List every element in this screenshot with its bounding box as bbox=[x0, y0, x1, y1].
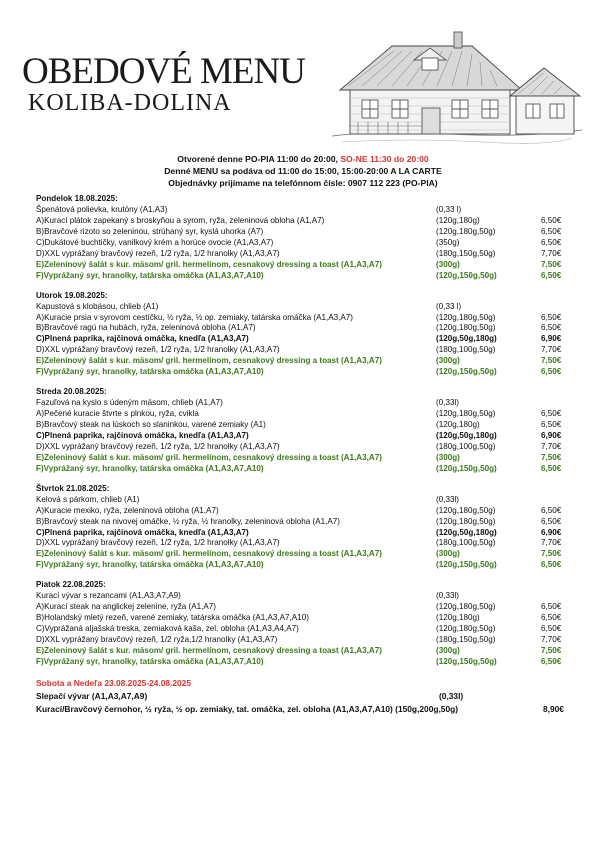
menu-item-row bbox=[36, 238, 576, 249]
dish-price: 6,50€ bbox=[541, 409, 562, 419]
day-title: Piatok 22.08.2025: bbox=[36, 580, 106, 590]
dish-portion: (180g,150g,50g) bbox=[436, 248, 496, 258]
weekend-title: Sobota a Nedeľa 23.08.2025-24.08.2025 bbox=[36, 677, 192, 688]
soup-row bbox=[36, 591, 576, 602]
dish-price: 6,50€ bbox=[541, 420, 562, 429]
menu-item-row bbox=[36, 453, 576, 464]
menu-item-row bbox=[36, 506, 576, 517]
dish-description: F)Vyprážaný syr, hranolky, tatárska omáčka (A1,A3,A7,A10) bbox=[36, 270, 264, 280]
dish-description: C)Plnená paprika, rajčinová omáčka, knedľa (A1,A3,A7) bbox=[36, 334, 249, 344]
dish-description: F)Vyprážaný syr, hranolky, tatárska omáčka (A1,A3,A7,A10) bbox=[36, 656, 264, 666]
menu-title: OBEDOVÉ MENU bbox=[22, 51, 305, 92]
dish-portion: (120g,180g,50g) bbox=[436, 409, 496, 419]
dish-description: E)Zeleninový šalát s kur. mäsom/ gril. hermelínom, cesnakový dressing a toast (A1,A3,A7) bbox=[36, 549, 382, 559]
dish-description: B)Bravčové ragú na hubách, ryža, zeleninová obloha (A1,A7) bbox=[36, 323, 256, 333]
dish-price: 6,90€ bbox=[541, 334, 562, 344]
dish-price: 7,50€ bbox=[541, 645, 562, 655]
menu-item-row bbox=[36, 528, 576, 539]
menu-item-row bbox=[36, 560, 576, 571]
dish-portion: (120g,50g,180g) bbox=[436, 334, 497, 344]
menu-item-row bbox=[36, 646, 576, 657]
dish-description: A)Kuracie mexiko, ryža, zeleninová obloha (A1,A7) bbox=[36, 505, 219, 515]
dish-description: Špenátová polievka, krutóny (A1,A3) bbox=[36, 205, 168, 214]
dish-portion: (350g) bbox=[436, 237, 460, 247]
dish-portion: (120g,150g,50g) bbox=[436, 463, 497, 473]
dish-price: 7,70€ bbox=[541, 635, 562, 644]
dish-description: A)Kuracie prsia v syrovom cestíčku, ½ ryža, ½ op. zemiaky, tatárska omáčka (A1,A3,A7) bbox=[36, 312, 353, 322]
menu-item-row bbox=[36, 227, 576, 238]
dish-price: 6,90€ bbox=[541, 527, 562, 537]
menu-item-row bbox=[36, 367, 576, 378]
dish-description: B)Bravčový steak na lúskoch so slaninkou, varené zemiaky (A1) bbox=[36, 420, 266, 429]
weekend-main-row bbox=[36, 703, 576, 717]
day-section bbox=[36, 579, 576, 668]
dish-portion: (180g,100g,50g) bbox=[436, 345, 496, 355]
menu-item-row bbox=[36, 613, 576, 624]
dish-description: F)Vyprážaný syr, hranolky, tatárska omáčka (A1,A3,A7,A10) bbox=[36, 463, 264, 473]
dish-price: 7,70€ bbox=[541, 248, 562, 258]
menu-item-row bbox=[36, 260, 576, 271]
dish-description: D)XXL vyprážaný bravčový rezeň, 1/2 ryža, 1/2 hranolky (A1,A3,A7) bbox=[36, 441, 280, 451]
dish-description: C)Dukátové buchtičky, vanilkový krém a horúce ovocie (A1,A3,A7) bbox=[36, 237, 274, 247]
menu-item-row bbox=[36, 271, 576, 282]
menu-item-row bbox=[36, 345, 576, 356]
dish-description: D)XXL vyprážaný bravčový rezeň, 1/2 ryža, 1/2 hranolky (A1,A3,A7) bbox=[36, 345, 280, 355]
dish-portion: (300g) bbox=[436, 645, 460, 655]
dish-description: B)Bravčové rizoto so zeleninou, strúhaný syr, kyslá uhorka (A7) bbox=[36, 226, 264, 236]
dish-description: Fazuľová na kyslo s údeným mäsom, chlieb (A1,A7) bbox=[36, 398, 223, 408]
dish-price: 7,70€ bbox=[541, 441, 562, 451]
chalet-sketch-illustration bbox=[322, 18, 587, 148]
day-section bbox=[36, 193, 576, 282]
dish-price: 7,50€ bbox=[541, 356, 562, 366]
weekly-menu bbox=[36, 193, 576, 717]
weekend-section bbox=[36, 676, 576, 717]
dish-description: F)Vyprážaný syr, hranolky, tatárska omáčka (A1,A3,A7,A10) bbox=[36, 367, 264, 377]
menu-item-row bbox=[36, 635, 576, 646]
dish-portion: (300g) bbox=[436, 549, 460, 559]
menu-item-row bbox=[36, 216, 576, 227]
dish-price: 6,50€ bbox=[541, 624, 562, 634]
dish-description: A)Pečené kuracie štvrte s plnkou, ryža, cvikla bbox=[36, 409, 199, 419]
dish-price: 6,90€ bbox=[541, 430, 562, 440]
weekend-hours: SO-NE 11:30 do 20:00 bbox=[340, 154, 429, 164]
dish-portion: (120g,180g,50g) bbox=[436, 226, 496, 236]
dish-portion: (0,33 l) bbox=[436, 205, 462, 214]
menu-item-row bbox=[36, 356, 576, 367]
dish-description: A)Kurací plátok zapekaný s broskyňou a syrom, ryža, zeleninová obloha (A1,A7) bbox=[36, 215, 325, 225]
dish-portion: (120g,180g) bbox=[436, 215, 480, 225]
dish-description: C)Plnená paprika, rajčinová omáčka, knedľa (A1,A3,A7) bbox=[36, 430, 249, 440]
dish-portion: (120g,180g,50g) bbox=[436, 602, 496, 612]
dish-price: 7,50€ bbox=[541, 452, 562, 462]
menu-item-row bbox=[36, 657, 576, 668]
dish-portion: (120g,50g,180g) bbox=[436, 430, 497, 440]
dish-description: Kurací/Bravčový černohor, ½ ryža, ½ op. zemiaky, tat. omáčka, zel. obloha (A1,A3,A7,A10) (150g,200g,50g) bbox=[36, 704, 459, 715]
dish-price: 7,50€ bbox=[541, 549, 562, 559]
dish-price: 6,50€ bbox=[541, 237, 562, 247]
menu-item-row bbox=[36, 431, 576, 442]
dish-price: 6,50€ bbox=[541, 516, 562, 526]
dish-portion: (120g,50g,180g) bbox=[436, 527, 497, 537]
menu-item-row bbox=[36, 249, 576, 260]
day-section bbox=[36, 483, 576, 572]
dish-price: 6,50€ bbox=[541, 312, 562, 322]
menu-header bbox=[0, 0, 606, 150]
menu-item-row bbox=[36, 538, 576, 549]
day-title: Streda 20.08.2025: bbox=[36, 387, 107, 397]
dish-price: 6,50€ bbox=[541, 367, 562, 377]
menu-item-row bbox=[36, 409, 576, 420]
dish-price: 6,50€ bbox=[541, 560, 562, 570]
dish-portion: (120g,180g,50g) bbox=[436, 505, 496, 515]
dish-portion: (180g,100g,50g) bbox=[436, 538, 496, 548]
soup-row bbox=[36, 302, 576, 313]
dish-description: B)Bravčový steak na nivovej omáčke, ½ ryža, ½ hranolky, zeleninová obloha (A1,A7) bbox=[36, 516, 340, 526]
dish-price: 7,70€ bbox=[541, 538, 562, 548]
dish-portion: (300g) bbox=[436, 452, 460, 462]
dish-description: E)Zeleninový šalát s kur. mäsom/ gril. hermelínom, cesnakový dressing a toast (A1,A3,A7) bbox=[36, 645, 382, 655]
restaurant-name: KOLIBA-DOLINA bbox=[28, 90, 232, 116]
dish-portion: (120g,180g) bbox=[436, 420, 480, 429]
opening-hours-line bbox=[0, 154, 606, 166]
dish-portion: (120g,180g) bbox=[436, 613, 480, 623]
menu-item-row bbox=[36, 549, 576, 560]
dish-description: E)Zeleninový šalát s kur. mäsom/ gril. hermelínom, cesnakový dressing a toast (A1,A3,A7) bbox=[36, 259, 382, 269]
menu-item-row bbox=[36, 464, 576, 475]
dish-price: 6,50€ bbox=[541, 602, 562, 612]
menu-item-row bbox=[36, 517, 576, 528]
menu-item-row bbox=[36, 313, 576, 324]
dish-description: Kurací vývar s rezancami (A1,A3,A7,A9) bbox=[36, 591, 181, 601]
dish-description: Kelová s párkom, chlieb (A1) bbox=[36, 494, 140, 504]
dish-portion: (120g,180g,50g) bbox=[436, 624, 496, 634]
dish-portion: (180g,150g,50g) bbox=[436, 635, 496, 644]
dish-portion: (120g,150g,50g) bbox=[436, 656, 497, 666]
dish-description: Kapustová s klobásou, chlieb (A1) bbox=[36, 301, 159, 311]
day-section bbox=[36, 290, 576, 379]
weekday-hours: Otvorené denne PO-PIA 11:00 do 20:00, bbox=[177, 154, 341, 164]
dish-portion: (0,33l) bbox=[436, 398, 459, 408]
weekend-soup-row bbox=[36, 690, 576, 704]
dish-description: D)XXL vyprážaný bravčový rezeň, 1/2 ryža, 1/2 hranolky (A1,A3,A7) bbox=[36, 248, 280, 258]
dish-description: F)Vyprážaný syr, hranolky, tatárska omáčka (A1,A3,A7,A10) bbox=[36, 560, 264, 570]
daily-menu-hours: Denné MENU sa podáva od 11:00 do 15:00, 15:00-20:00 A LA CARTE bbox=[164, 165, 442, 176]
dish-portion: (0,33l) bbox=[436, 591, 459, 601]
dish-description: D)XXL vyprážaný bravčový rezeň, 1/2 ryža,1/2 hranolky (A1,A3,A7) bbox=[36, 635, 278, 644]
dish-description: Slepačí vývar (A1,A3,A7,A9) bbox=[36, 690, 148, 701]
dish-description: E)Zeleninový šalát s kur. mäsom/ gril. hermelínom, cesnakový dressing a toast (A1,A3,A7) bbox=[36, 452, 382, 462]
day-title: Štvrtok 21.08.2025: bbox=[36, 483, 110, 493]
dish-price: 7,50€ bbox=[541, 259, 562, 269]
dish-price: 8,90€ bbox=[543, 704, 564, 715]
day-section bbox=[36, 386, 576, 475]
dish-portion: (300g) bbox=[436, 259, 460, 269]
soup-row bbox=[36, 398, 576, 409]
dish-price: 6,50€ bbox=[541, 505, 562, 515]
dish-description: C)Plnená paprika, rajčinová omáčka, knedľa (A1,A3,A7) bbox=[36, 527, 249, 537]
menu-item-row bbox=[36, 420, 576, 431]
days-list bbox=[36, 193, 576, 668]
dish-portion: (120g,150g,50g) bbox=[436, 560, 497, 570]
dish-price: 6,50€ bbox=[541, 270, 562, 280]
dish-price: 6,50€ bbox=[541, 215, 562, 225]
dish-description: B)Holandský mletý rezeň, varené zemiaky, tatárska omáčka (A1,A3,A7,A10) bbox=[36, 613, 309, 623]
day-title: Pondelok 18.08.2025: bbox=[36, 194, 118, 203]
dish-portion: (0,33l) bbox=[436, 494, 459, 504]
dish-portion: (120g,150g,50g) bbox=[436, 270, 497, 280]
dish-price: 6,50€ bbox=[541, 323, 562, 333]
menu-item-row bbox=[36, 323, 576, 334]
dish-portion: (120g,180g,50g) bbox=[436, 516, 496, 526]
dish-portion: (120g,180g,50g) bbox=[436, 312, 496, 322]
menu-item-row bbox=[36, 334, 576, 345]
soup-row bbox=[36, 205, 576, 216]
menu-item-row bbox=[36, 602, 576, 613]
dish-portion: (120g,180g,50g) bbox=[436, 323, 496, 333]
dish-portion: (180g,100g,50g) bbox=[436, 441, 496, 451]
dish-price: 6,50€ bbox=[541, 226, 562, 236]
dish-portion: (120g,150g,50g) bbox=[436, 367, 497, 377]
dish-price: 7,70€ bbox=[541, 345, 562, 355]
menu-item-row bbox=[36, 624, 576, 635]
menu-item-row bbox=[36, 442, 576, 453]
dish-description: E)Zeleninový šalát s kur. mäsom/ gril. hermelínom, cesnakový dressing a toast (A1,A3,A7) bbox=[36, 356, 382, 366]
soup-row bbox=[36, 495, 576, 506]
dish-portion: (0,33 l) bbox=[436, 301, 462, 311]
day-title: Utorok 19.08.2025: bbox=[36, 290, 108, 300]
dish-description: C)Vyprážaná aljašská treska, zemiaková kaša, zel. obloha (A1,A3,A4,A7) bbox=[36, 624, 299, 634]
dish-description: D)XXL vyprážaný bravčový rezeň, 1/2 ryža, 1/2 hranolky (A1,A3,A7) bbox=[36, 538, 280, 548]
opening-hours-info bbox=[0, 154, 606, 189]
dish-price: 6,50€ bbox=[541, 463, 562, 473]
dish-price: 6,50€ bbox=[541, 613, 562, 623]
dish-price: 6,50€ bbox=[541, 656, 562, 666]
order-phone-line: Objednávky prijímame na telefónnom čísle: 0907 112 223 (PO-PIA) bbox=[168, 177, 438, 188]
dish-description: A)Kurací steak na anglickej zelenine, ryža (A1,A7) bbox=[36, 602, 216, 612]
dish-portion: (300g) bbox=[436, 356, 460, 366]
dish-portion: (0,33l) bbox=[439, 690, 464, 701]
